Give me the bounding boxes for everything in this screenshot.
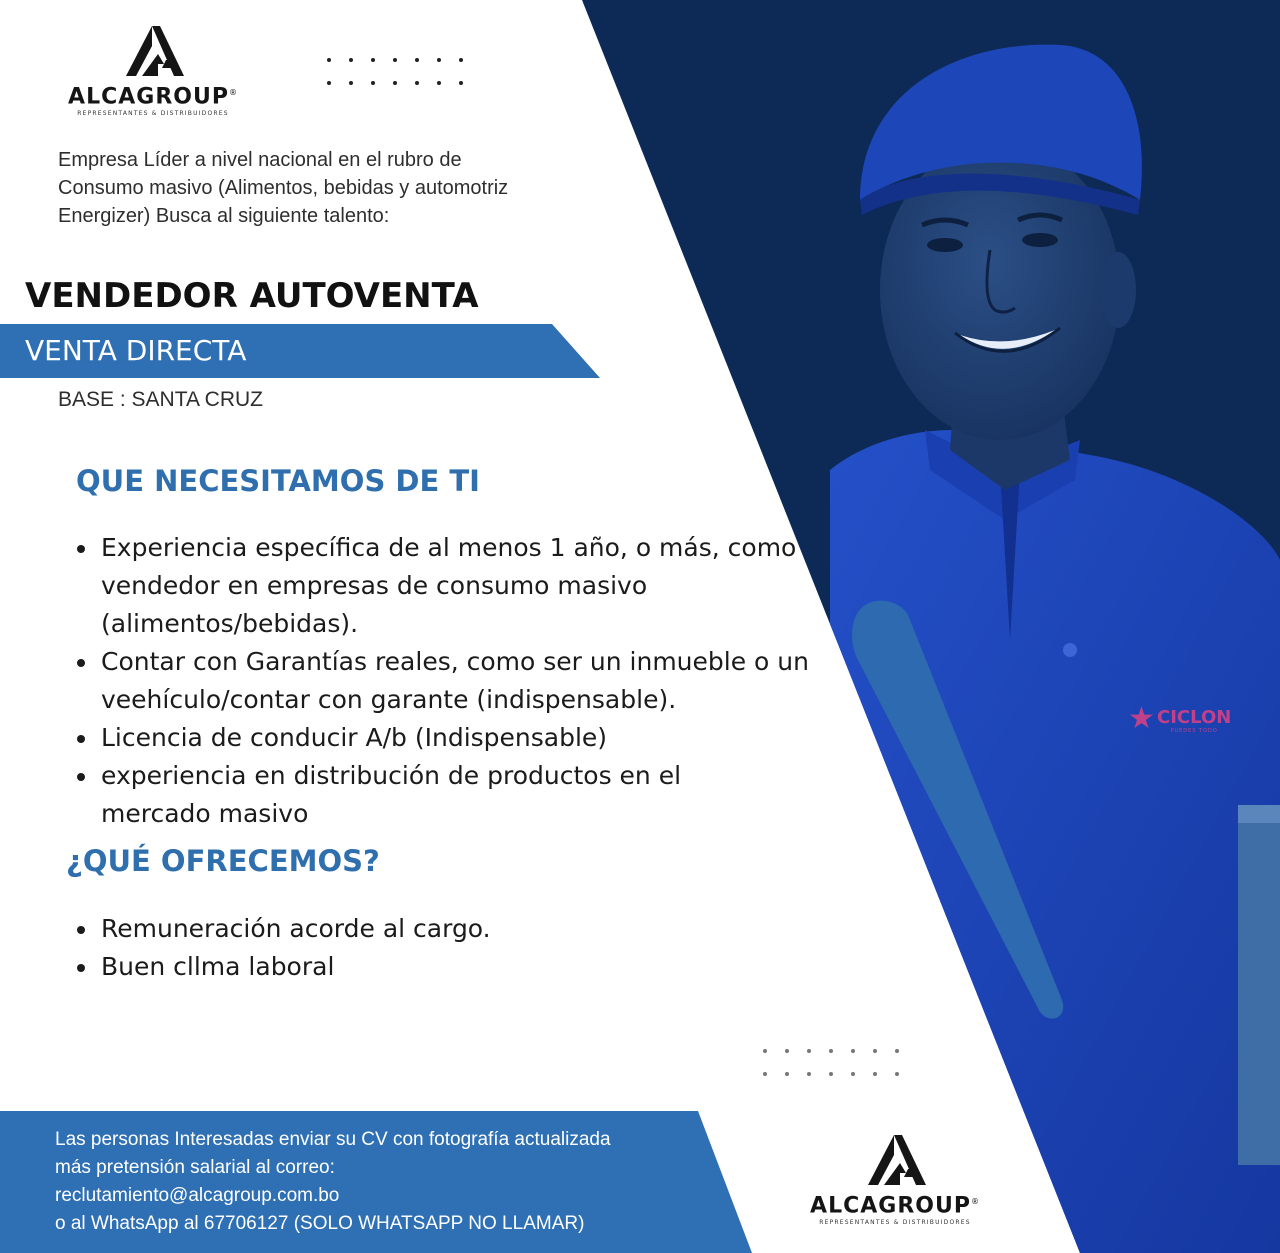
list-item: Licencia de conducir A/b (Indispensable) <box>101 719 846 757</box>
bottom-logo <box>800 1133 990 1226</box>
top-logo <box>58 24 248 117</box>
brand-name: ALCAGROUP <box>68 84 229 110</box>
shirt-logo-tagline: PUEDES TODO <box>1170 728 1218 734</box>
shirt-logo-name: CICLON <box>1157 707 1232 728</box>
job-base: BASE : SANTA CRUZ <box>58 388 263 411</box>
contact-line: más pretensión salarial al correo: <box>55 1157 335 1178</box>
job-category: VENTA DIRECTA <box>25 334 247 367</box>
intro-line: Energizer) Busca al siguiente talento: <box>58 205 390 227</box>
brand-tagline: REPRESENTANTES & DISTRIBUIDORES <box>819 1219 971 1227</box>
requirements-heading: QUE NECESITAMOS DE TI <box>76 464 480 498</box>
list-item: Experiencia específica de al menos 1 año, o más, como vendedor en empresas de consumo masivo (alimentos/bebidas). <box>101 529 846 643</box>
brand-name: ALCAGROUP <box>810 1193 971 1219</box>
list-item: Remuneración acorde al cargo. <box>101 910 701 948</box>
shirt-logo <box>1157 708 1231 734</box>
registered-mark: ® <box>228 88 238 97</box>
job-title: VENDEDOR AUTOVENTA <box>25 276 479 316</box>
intro-line: Consumo masivo (Alimentos, bebidas y automotriz <box>58 177 509 199</box>
alcagroup-logo-icon <box>118 24 188 80</box>
contact-line: Las personas Interesadas enviar su CV con fotografía actualizada <box>55 1129 611 1150</box>
list-item: experiencia en distribución de productos en el mercado masivo <box>101 757 761 833</box>
contact-email-link[interactable]: reclutamiento@alcagroup.com.bo <box>55 1185 340 1206</box>
offer-list <box>101 910 701 986</box>
decorative-dots-bottom <box>763 1049 899 1076</box>
alcagroup-logo-icon <box>860 1133 930 1189</box>
shirt-logo-star: ★ <box>1128 701 1155 736</box>
contact-whatsapp: o al WhatsApp al 67706127 (SOLO WHATSAPP NO LLAMAR) <box>55 1213 585 1234</box>
list-item: Contar con Garantías reales, como ser un inmueble o un veehículo/contar con garante (indispensable). <box>101 643 846 719</box>
contact-info <box>55 1126 705 1238</box>
requirements-list <box>101 529 846 833</box>
registered-mark: ® <box>970 1197 980 1206</box>
decorative-dots-top <box>327 58 463 85</box>
company-intro <box>58 146 598 230</box>
intro-line: Empresa Líder a nivel nacional en el rubro de <box>58 149 462 171</box>
list-item: Buen cllma laboral <box>101 948 701 986</box>
brand-tagline: REPRESENTANTES & DISTRIBUIDORES <box>77 110 229 118</box>
offer-heading: ¿QUÉ OFRECEMOS? <box>66 844 380 878</box>
